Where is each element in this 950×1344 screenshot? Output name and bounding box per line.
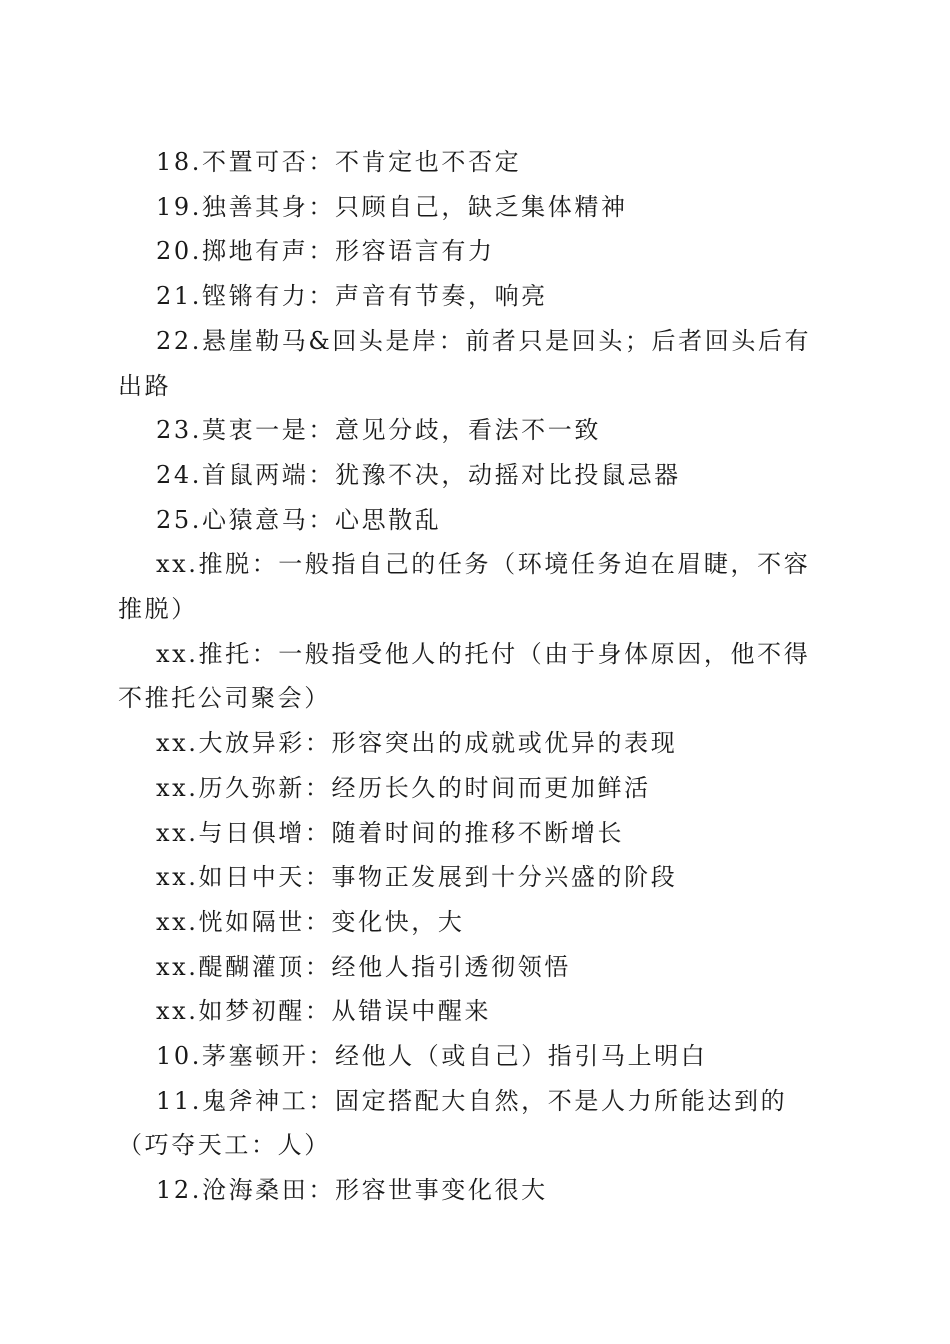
- idiom-entry: xx.历久弥新：经历长久的时间而更加鲜活: [156, 773, 651, 802]
- idiom-entry: xx.如日中天：事物正发展到十分兴盛的阶段: [156, 863, 678, 892]
- idiom-entry: xx.与日俱增：随着时间的推移不断增长: [156, 818, 625, 847]
- idiom-entry: xx.推托：一般指受他人的托付（由于身体原因，他不得不推托公司聚会）: [118, 639, 811, 713]
- idiom-entry: 21.铿锵有力：声音有节奏，响亮: [156, 282, 548, 311]
- idiom-entry: xx.如梦初醒：从错误中醒来: [156, 997, 492, 1026]
- idiom-entry: 20.掷地有声：形容语言有力: [156, 237, 495, 266]
- idiom-entry: 24.首鼠两端：犹豫不决，动摇对比投鼠忌器: [156, 460, 681, 489]
- idiom-entry: 19.独善其身：只顾自己，缺乏集体精神: [156, 192, 628, 221]
- idiom-entry: 11.鬼斧神工：固定搭配大自然，不是人力所能达到的（巧夺天工：人）: [118, 1086, 788, 1160]
- idiom-entry: xx.推脱：一般指自己的任务（环境任务迫在眉睫，不容推脱）: [118, 550, 811, 624]
- idiom-entry: 12.沧海桑田：形容世事变化很大: [156, 1176, 548, 1205]
- idiom-entry: 22.悬崖勒马&回头是岸：前者只是回头；后者回头后有出路: [118, 326, 812, 400]
- idiom-entry: 23.莫衷一是：意见分歧，看法不一致: [156, 416, 601, 445]
- idiom-entry: xx.恍如隔世：变化快，大: [156, 907, 465, 936]
- idiom-entry: xx.大放异彩：形容突出的成就或优异的表现: [156, 729, 678, 758]
- document-body: [118, 140, 832, 1213]
- idiom-entry: xx.醍醐灌顶：经他人指引透彻领悟: [156, 952, 571, 981]
- idiom-entry: 18.不置可否：不肯定也不否定: [156, 148, 522, 176]
- idiom-entry: 25.心猿意马：心思散乱: [156, 505, 442, 534]
- idiom-entry: 10.茅塞顿开：经他人（或自己）指引马上明白: [156, 1042, 708, 1071]
